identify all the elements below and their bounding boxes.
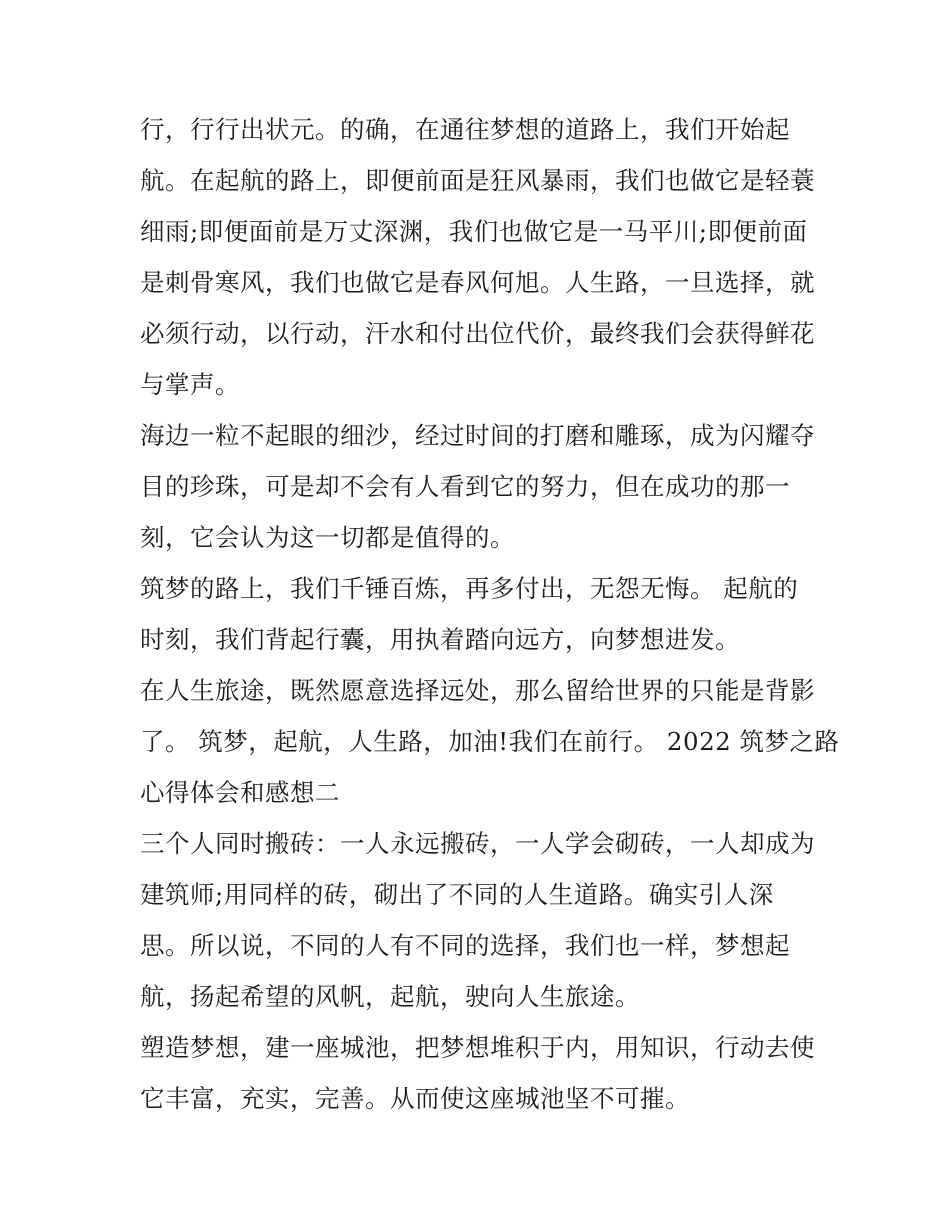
document-body (140, 104, 840, 1124)
paragraph-4 (140, 665, 840, 818)
paragraph-5 (140, 818, 830, 1022)
text-line: 是刺骨寒风，我们也做它是春风何旭。人生路，一旦选择，就 (140, 268, 815, 297)
paragraph-2 (140, 410, 830, 563)
text-line: 与掌声。 (140, 370, 240, 399)
section-heading: 心得体会和感想二 (140, 778, 340, 807)
text-line: 时刻，我们背起行囊，用执着踏向远方，向梦想进发。 (140, 625, 740, 654)
text-line: 刻，它会认为这一切都是值得的。 (140, 523, 515, 552)
text-line: 在人生旅途，既然愿意选择远处，那么留给世界的只能是背影 (140, 676, 815, 705)
text-line: 目的珍珠，可是却不会有人看到它的努力，但在成功的那一 (140, 472, 790, 501)
paragraph-3 (140, 563, 830, 665)
paragraph-1 (140, 104, 830, 410)
text-line: 行，行行出状元。的确，在通往梦想的道路上，我们开始起 (140, 115, 790, 144)
paragraph-6 (140, 1022, 830, 1124)
text-line: 三个人同时搬砖：一人永远搬砖，一人学会砌砖，一人却成为 (140, 829, 815, 858)
text-line: 航，扬起希望的风帆，起航，驶向人生旅途。 (140, 982, 640, 1011)
text-line: 建筑师;用同样的砖，砌出了不同的人生道路。确实引人深 (140, 880, 774, 909)
text-line: 必须行动，以行动，汗水和付出位代价，最终我们会获得鲜花 (140, 319, 815, 348)
text-line: 筑梦的路上，我们千锤百炼，再多付出，无怨无悔。 起航的 (140, 574, 799, 603)
text-line: 海边一粒不起眼的细沙，经过时间的打磨和雕琢，成为闪耀夺 (140, 421, 815, 450)
text-line: 了。 筑梦，起航，人生路，加油!我们在前行。 2022 筑梦之路 (140, 727, 840, 756)
text-line: 思。所以说，不同的人有不同的选择，我们也一样，梦想起 (140, 931, 790, 960)
text-line: 细雨;即便面前是万丈深渊，我们也做它是一马平川;即便前面 (140, 217, 808, 246)
text-line: 它丰富，充实，完善。从而使这座城池坚不可摧。 (140, 1084, 690, 1113)
text-line: 塑造梦想，建一座城池，把梦想堆积于内，用知识，行动去使 (140, 1033, 815, 1062)
text-line: 航。在起航的路上，即便前面是狂风暴雨，我们也做它是轻蓑 (140, 166, 815, 195)
